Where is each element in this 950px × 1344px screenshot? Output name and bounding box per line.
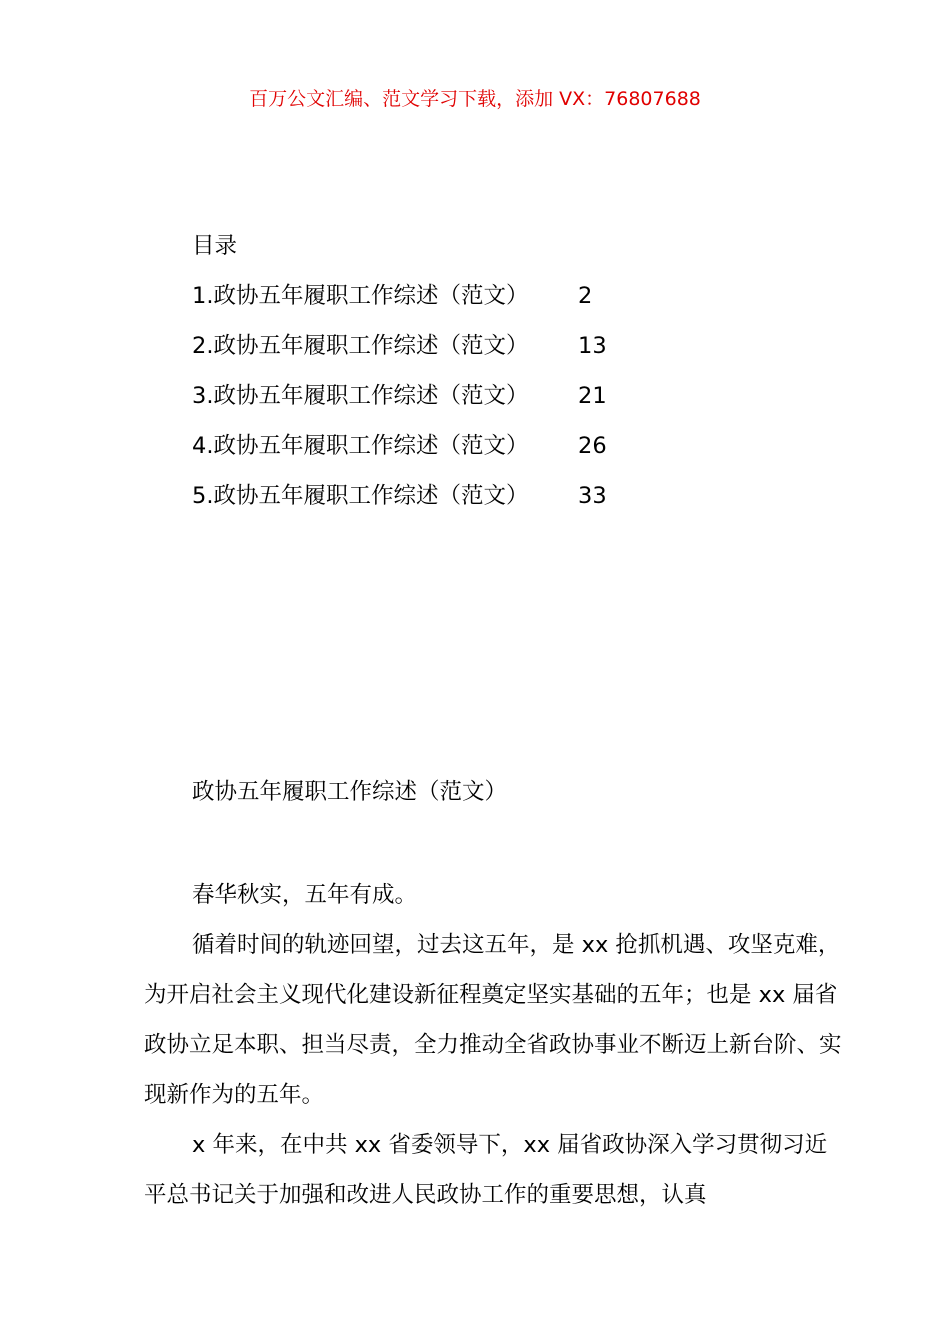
toc-item-label: 2.政协五年履职工作综述（范文）: [192, 333, 529, 359]
toc-item-label: 1.政协五年履职工作综述（范文）: [192, 283, 529, 309]
body-paragraph: x 年来，在中共 xx 省委领导下，xx 届省政协深入学习贯彻习近平总书记关于加强和改进人民政协工作的重要思想，认真: [144, 1132, 828, 1208]
body-paragraph: 循着时间的轨迹回望，过去这五年，是 xx 抢抓机遇、攻坚克难，为开启社会主义现代化建设新征程奠定坚实基础的五年；也是 xx 届省政协立足本职、担当尽责，全力推动全省政协事业不断迈上新台阶、实现新作为的五年。: [144, 932, 842, 1108]
toc-item-label: 3.政协五年履职工作综述（范文）: [192, 383, 529, 409]
document-title: 政协五年履职工作综述（范文）: [192, 779, 508, 805]
toc-item: [192, 376, 607, 426]
toc-item: [192, 476, 607, 526]
download-banner: 百万公文汇编、范文学习下载，添加 VX：76807688: [249, 88, 701, 110]
toc-item-label: 4.政协五年履职工作综述（范文）: [192, 433, 529, 459]
toc-item: [192, 276, 607, 326]
toc-item-page: 33: [578, 483, 607, 509]
table-of-contents: [192, 226, 607, 526]
toc-item-label: 5.政协五年履职工作综述（范文）: [192, 483, 529, 509]
toc-item: [192, 326, 607, 376]
toc-title: 目录: [192, 233, 238, 259]
toc-item-page: 2: [578, 283, 593, 309]
toc-item-page: 21: [578, 383, 607, 409]
toc-item: [192, 426, 607, 476]
toc-item-page: 26: [578, 433, 607, 459]
toc-item-page: 13: [578, 333, 607, 359]
document-body: [144, 870, 844, 1220]
body-paragraph: 春华秋实，五年有成。: [192, 882, 418, 908]
